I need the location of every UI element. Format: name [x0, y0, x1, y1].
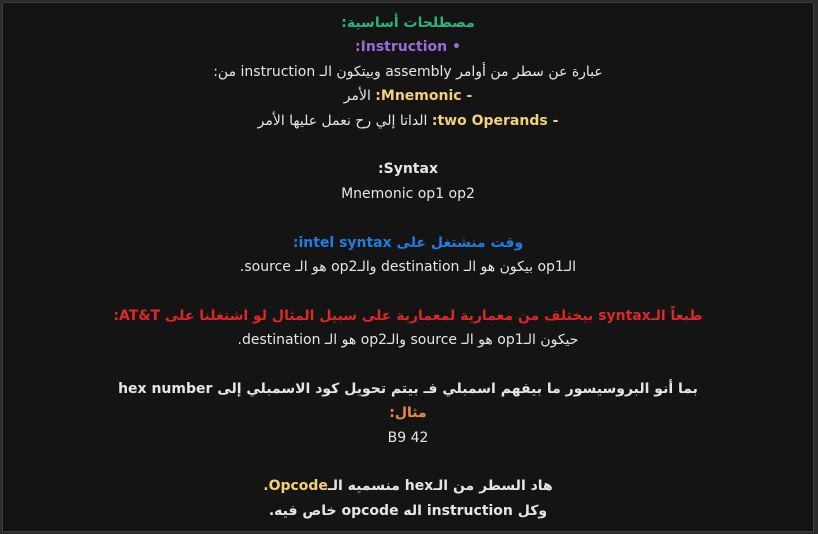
example-label: مثال: [389, 405, 427, 422]
opcode-note: وكل instruction اله opcode خاص فيه. [268, 502, 548, 519]
mnemonic-line [3, 84, 813, 108]
instruction-description: عبارة عن سطر من أوامر assembly وبيتكون الـ instruction من: [213, 63, 603, 80]
operands-label: - two Operands: [431, 112, 559, 129]
instruction-heading: • Instruction: [355, 39, 461, 56]
spacer [3, 450, 813, 474]
att-syntax-description: حيكون الـop1 هو الـ source والـop2 هو الـ destination. [237, 332, 579, 349]
syntax-heading: Syntax: [378, 161, 438, 178]
syntax-example: Mnemonic op1 op2 [341, 185, 475, 202]
note-panel [2, 2, 814, 532]
intel-syntax-heading: وقت منشتغل على intel syntax: [292, 234, 524, 251]
opcode-line [3, 474, 813, 498]
spacer [3, 133, 813, 157]
section-title: مصطلحات أساسية: [341, 15, 475, 31]
intel-syntax-description: الـop1 بيكون هو الـ destination والـop2 هو الـ source. [239, 258, 577, 275]
spacer [3, 206, 813, 230]
opcode-word: Opcode. [263, 478, 328, 495]
example-value: B9 42 [387, 429, 429, 446]
mnemonic-label: - Mnemonic: [375, 88, 473, 105]
spacer [3, 352, 813, 376]
note-content [3, 11, 813, 523]
spacer [3, 279, 813, 303]
operands-line [3, 109, 813, 133]
operands-description: الداتا إلي رح نعمل عليها الأمر [257, 112, 432, 129]
hex-conversion-line: بما أنو البروسيسور ما بيفهم اسمبلي فـ بيتم تحويل كود الاسمبلي إلى hex number [118, 380, 698, 397]
mnemonic-description: الأمر [343, 88, 376, 105]
att-syntax-heading: طبعاً الـsyntax بيختلف من معمارية لمعمارية على سبيل المثال لو اشتغلنا على AT&T: [113, 307, 703, 324]
opcode-line-text: هاد السطر من الـhex منسميه الـ [327, 478, 553, 495]
